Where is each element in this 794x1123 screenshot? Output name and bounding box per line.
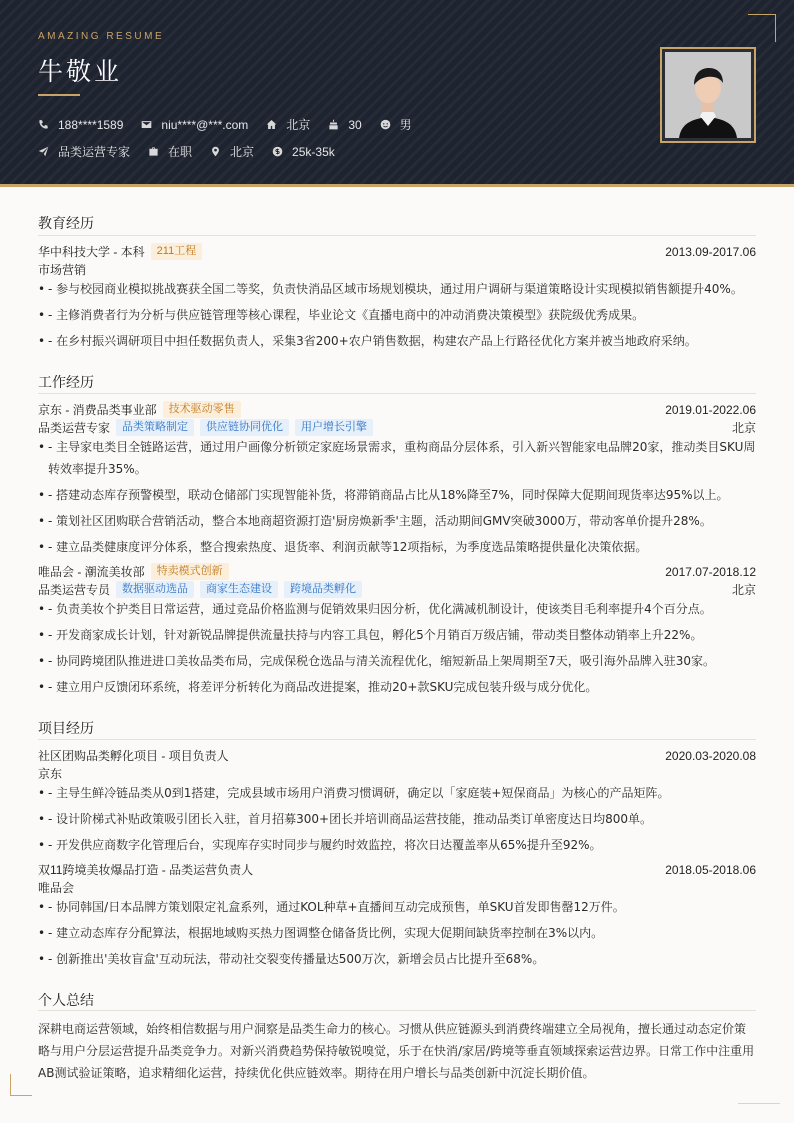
- project-bullet: • - 主导生鲜冷链品类从0到1搭建，完成县域市场用户消费习惯调研，确定以「家庭装+短保商品」为核心的产品矩阵。: [38, 782, 756, 804]
- corner-decoration-bottom-left: [10, 1074, 32, 1096]
- education-date: 2013.09-2017.06: [665, 244, 756, 259]
- education-major: 市场营销: [38, 263, 87, 277]
- section-title-summary: 个人总结: [38, 993, 94, 1009]
- project-header: [38, 861, 756, 878]
- phone-text: 188****1589: [58, 117, 124, 132]
- project-title: 社区团购品类孵化项目 - 项目负责人: [38, 749, 229, 763]
- header-accent-line: [0, 184, 794, 187]
- work-date: 2017.07-2018.12: [665, 564, 756, 579]
- skill-tag: 商家生态建设: [200, 581, 278, 598]
- project-bullet: • - 设计阶梯式补贴政策吸引团长入驻，首月招募300+团长并培训商品运营技能，推动品类订单密度达日均800单。: [38, 808, 756, 830]
- contact-row: [38, 116, 430, 133]
- gender-text: 男: [399, 118, 412, 132]
- education-bullet: • - 参与校园商业模拟挑战赛获全国二等奖，负责快消品区域市场规划模块，通过用户调研与渠道策略设计实现模拟销售额提升40%。: [38, 278, 756, 300]
- project-bullet: • - 开发供应商数字化管理后台，实现库存实时同步与履约时效监控，将次日达覆盖率从65%提升至92%。: [38, 834, 756, 856]
- section-title-projects: 项目经历: [38, 721, 94, 737]
- intent-city: [210, 143, 254, 160]
- work-bullet: • - 主导家电类目全链路运营，通过用户画像分析锁定家庭场景需求，重构商品分层体系，引入新兴智能家电品牌20家，推动类目SKU周转效率提升35%。: [38, 436, 756, 480]
- candidate-name: 牛敬业: [38, 57, 123, 86]
- work-bullet: • - 搭建动态库存预警模型，联动仓储部门实现智能补货，将滞销商品占比从18%降至7%，同时保障大促期间现货率达95%以上。: [38, 484, 756, 506]
- project-title: 双11跨境美妆爆品打造 - 品类运营负责人: [38, 863, 254, 877]
- work-bullet: • - 开发商家成长计划，针对新锐品牌提供流量扶持与内容工具包，孵化5个月销百万级店铺，带动类目整体动销率上升22%。: [38, 624, 756, 646]
- work-date: 2019.01-2022.06: [665, 402, 756, 417]
- contact-gender: [380, 116, 412, 133]
- residence-text: 北京: [286, 118, 311, 132]
- resume-eyebrow: AMAZING RESUME: [38, 31, 165, 42]
- education-bullet: • - 主修消费者行为分析与供应链管理等核心课程，毕业论文《直播电商中的冲动消费决策模型》获院级优秀成果。: [38, 304, 756, 326]
- briefcase-icon: [148, 146, 159, 157]
- section-rule: [38, 235, 756, 236]
- email-text: niu****@***.com: [161, 117, 249, 132]
- company-tag: 技术驱动零售: [163, 401, 241, 418]
- project-place-row: [38, 765, 756, 782]
- work-header: [38, 401, 756, 418]
- section-title-education: 教育经历: [38, 216, 94, 232]
- send-icon: [38, 146, 49, 157]
- contact-age: [328, 118, 361, 132]
- skill-tag: 数据驱动选品: [116, 581, 194, 598]
- contact-residence: [266, 116, 310, 133]
- project-date: 2020.03-2020.08: [665, 748, 756, 763]
- corner-decoration-bottom-right: [738, 1103, 780, 1104]
- work-bullet: • - 建立用户反馈闭环系统，将差评分析转化为商品改进提案，推动20+款SKU完成包装升级与成分优化。: [38, 676, 756, 698]
- project-date: 2018.05-2018.06: [665, 862, 756, 877]
- school-name: 华中科技大学 - 本科: [38, 245, 145, 259]
- status-text: 在职: [168, 145, 193, 159]
- work-bullet: • - 策划社区团购联合营销活动，整合本地商超资源打造'厨房焕新季'主题，活动期间GMV突破3000万，带动客单价提升28%。: [38, 510, 756, 532]
- contact-email: [141, 118, 248, 132]
- job-role: 品类运营专员: [38, 583, 111, 597]
- project-place-row: [38, 879, 756, 896]
- work-city: 北京: [731, 421, 756, 435]
- education-major-row: [38, 261, 756, 278]
- phone-icon: [38, 119, 49, 130]
- work-bullet: • - 负责美妆个护类目日常运营，通过竞品价格监测与促销效果归因分析，优化满减机制设计，使该类目毛利率提升4个百分点。: [38, 598, 756, 620]
- project-place: 唯品会: [38, 881, 75, 895]
- work-role-row: [38, 419, 756, 436]
- work-role-row: [38, 581, 756, 598]
- skill-tag: 供应链协同优化: [200, 419, 289, 436]
- skill-tag: 品类策略制定: [116, 419, 194, 436]
- money-icon: [272, 146, 283, 157]
- education-bullet: • - 在乡村振兴调研项目中担任数据负责人，采集3省200+农户销售数据，构建农产品上行路径优化方案并被当地政府采纳。: [38, 330, 756, 352]
- company-name: 唯品会 - 潮流美妆部: [38, 565, 145, 579]
- gender-icon: [380, 119, 391, 130]
- company-tag: 特卖模式创新: [151, 563, 229, 580]
- education-header: [38, 243, 756, 260]
- company-name: 京东 - 消费品类事业部: [38, 403, 157, 417]
- location-icon: [210, 146, 221, 157]
- section-title-work: 工作经历: [38, 375, 94, 391]
- name-underline: [38, 94, 80, 96]
- mail-icon: [141, 119, 152, 130]
- section-rule: [38, 739, 756, 740]
- project-bullet: • - 创新推出'美妆盲盒'互动玩法，带动社交裂变传播量达500万次，新增会员占比提升至68%。: [38, 948, 756, 970]
- intent-row: [38, 143, 353, 160]
- work-header: [38, 563, 756, 580]
- intent-status: [148, 143, 192, 160]
- work-bullet: • - 建立品类健康度评分体系，整合搜索热度、退货率、利润贡献等12项指标，为季度选品策略提供量化决策依据。: [38, 536, 756, 558]
- profile-photo: [660, 47, 756, 143]
- position-text: 品类运营专家: [58, 145, 131, 159]
- age-text: 30: [348, 117, 362, 132]
- intent-salary: [272, 145, 335, 159]
- contact-phone: [38, 118, 123, 132]
- section-rule: [38, 1010, 756, 1011]
- corner-decoration-top-right: [748, 14, 776, 42]
- job-role: 品类运营专家: [38, 421, 111, 435]
- school-tag: 211工程: [151, 243, 203, 260]
- salary-text: 25k-35k: [292, 144, 335, 159]
- project-header: [38, 747, 756, 764]
- intent-position: [38, 143, 130, 160]
- cake-icon: [328, 119, 339, 130]
- project-place: 京东: [38, 767, 63, 781]
- project-bullet: • - 建立动态库存分配算法，根据地域购买热力图调整仓储备货比例，实现大促期间缺货率控制在3%以内。: [38, 922, 756, 944]
- city-text: 北京: [230, 145, 255, 159]
- project-bullet: • - 协同韩国/日本品牌方策划限定礼盒系列，通过KOL种草+直播间互动完成预售，单SKU首发即售罄12万件。: [38, 896, 756, 918]
- skill-tag: 跨境品类孵化: [284, 581, 362, 598]
- avatar-portrait: [665, 52, 751, 138]
- work-bullet: • - 协同跨境团队推进进口美妆品类布局，完成保税仓选品与清关流程优化，缩短新品上架周期至7天，吸引海外品牌入驻30家。: [38, 650, 756, 672]
- skill-tag: 用户增长引擎: [295, 419, 373, 436]
- home-icon: [266, 119, 277, 130]
- summary-text: 深耕电商运营领域，始终相信数据与用户洞察是品类生命力的核心。习惯从供应链源头到消费终端建立全局视角，擅长通过动态定价策略与用户分层运营提升品类竞争力。对新兴消费趋势保持敏锐嗅觉，乐于在快消/家居/跨境等垂直领域探索运营边界。日常工作中注重用AB测试验证策略，追求精细化运营，持续优化供应链效率。期待在用户增长与品类创新中沉淀长期价值。: [38, 1022, 755, 1080]
- section-rule: [38, 393, 756, 394]
- work-city: 北京: [731, 583, 756, 597]
